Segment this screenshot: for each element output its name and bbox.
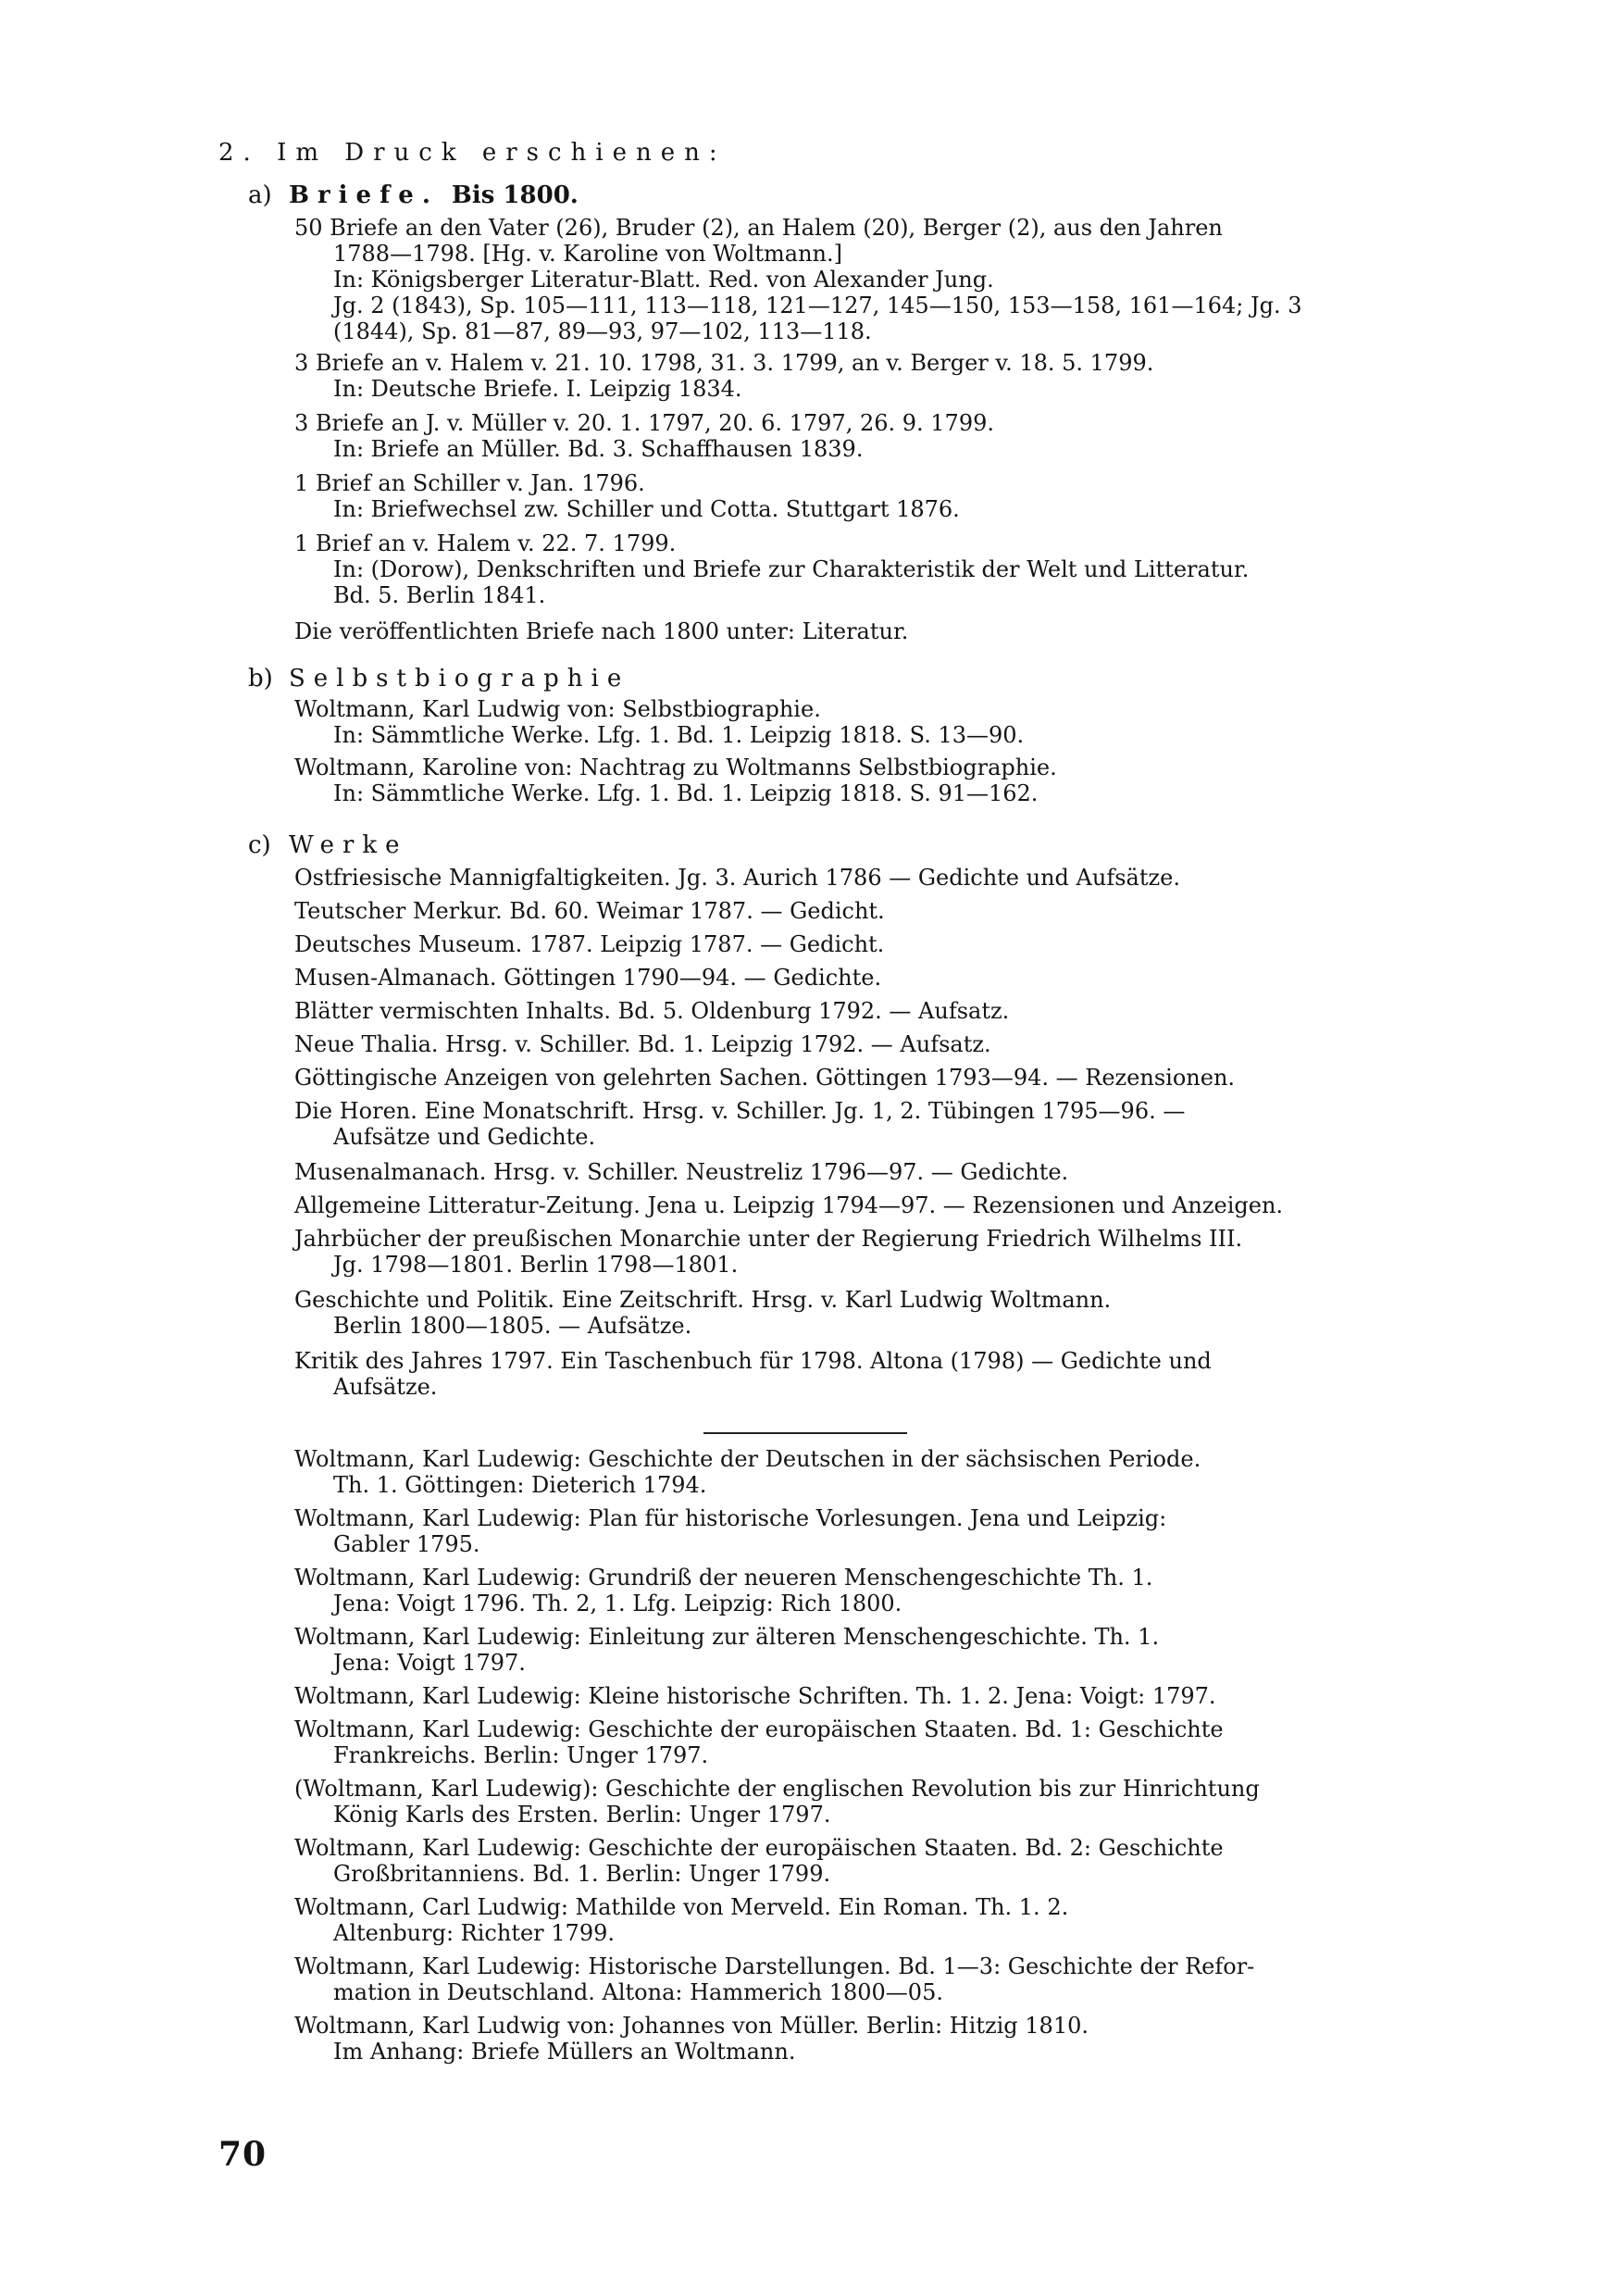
entry-line: Woltmann, Karl Ludewig: Plan für historische Vorlesungen. Jena und Leipzig: (294, 1505, 1167, 1531)
entry-line: Die veröffentlichten Briefe nach 1800 unter: Literatur. (294, 618, 909, 644)
entry-line: In: Sämmtliche Werke. Lfg. 1. Bd. 1. Leipzig 1818. S. 13—90. (333, 722, 1025, 748)
entry-line: Bd. 5. Berlin 1841. (333, 582, 546, 608)
book-entry (294, 1683, 1405, 1709)
works-entry (294, 1065, 1405, 1091)
book-entry (294, 1624, 1405, 1676)
entry-line: (1844), Sp. 81—87, 89—93, 97—102, 113—118. (333, 318, 872, 344)
works-entry (294, 1098, 1405, 1150)
subsection-note: Bis 1800. (451, 181, 579, 209)
letter-entry (294, 530, 1405, 608)
entry-line: Woltmann, Karl Ludewig: Geschichte der europäischen Staaten. Bd. 1: Geschichte (294, 1716, 1224, 1742)
entry-line: Blätter vermischten Inhalts. Bd. 5. Oldenburg 1792. — Aufsatz. (294, 998, 1010, 1024)
subsection-letter: a) (248, 181, 272, 209)
works-entry (294, 931, 1405, 957)
subsection-title: Briefe. (289, 181, 439, 209)
entry-line: Neue Thalia. Hrsg. v. Schiller. Bd. 1. Leipzig 1792. — Aufsatz. (294, 1031, 991, 1057)
subsection-title: Werke (289, 831, 408, 859)
entry-line: Frankreichs. Berlin: Unger 1797. (333, 1742, 709, 1768)
book-entry (294, 1776, 1405, 1828)
book-entry (294, 1505, 1405, 1557)
entry-line: In: Sämmtliche Werke. Lfg. 1. Bd. 1. Leipzig 1818. S. 91—162. (333, 780, 1039, 806)
entry-line: Jena: Voigt 1796. Th. 2, 1. Lfg. Leipzig: Rich 1800. (333, 1591, 902, 1616)
entry-line: König Karls des Ersten. Berlin: Unger 1797. (333, 1802, 831, 1828)
entry-line: Jahrbücher der preußischen Monarchie unter der Regierung Friedrich Wilhelms III. (294, 1226, 1243, 1252)
entry-line: (Woltmann, Karl Ludewig): Geschichte der englischen Revolution bis zur Hinrichtung (294, 1776, 1260, 1802)
entry-line: Musenalmanach. Hrsg. v. Schiller. Neustreliz 1796—97. — Gedichte. (294, 1159, 1069, 1185)
book-entry (294, 1565, 1405, 1616)
book-entry (294, 1716, 1405, 1768)
entry-line: In: (Dorow), Denkschriften und Briefe zur Charakteristik der Welt und Litteratur. (333, 556, 1250, 582)
book-entry (294, 1953, 1405, 2005)
entry-line: Woltmann, Karl Ludwig von: Johannes von Müller. Berlin: Hitzig 1810. (294, 2013, 1089, 2039)
entry-line: In: Deutsche Briefe. I. Leipzig 1834. (333, 376, 742, 402)
entry-line: Deutsches Museum. 1787. Leipzig 1787. — Gedicht. (294, 931, 885, 957)
section-divider (703, 1432, 907, 1434)
entry-line: Großbritanniens. Bd. 1. Berlin: Unger 1799. (333, 1861, 831, 1887)
entry-line: Geschichte und Politik. Eine Zeitschrift. Hrsg. v. Karl Ludwig Woltmann. (294, 1287, 1112, 1313)
section-heading: 2. Im Druck erschienen: (218, 139, 727, 167)
entry-line: Woltmann, Karl Ludewig: Historische Darstellungen. Bd. 1—3: Geschichte der Refor- (294, 1953, 1255, 1979)
works-entry (294, 965, 1405, 991)
entry-line: mation in Deutschland. Altona: Hammerich 1800—05. (333, 1979, 943, 2005)
letter-entry (294, 350, 1405, 402)
entry-line: 1 Brief an Schiller v. Jan. 1796. (294, 470, 645, 496)
works-entry (294, 1159, 1405, 1185)
entry-line: Woltmann, Karl Ludewig: Geschichte der Deutschen in der sächsischen Periode. (294, 1446, 1201, 1472)
entry-line: In: Briefe an Müller. Bd. 3. Schaffhausen 1839. (333, 436, 864, 462)
entry-line: In: Königsberger Literatur-Blatt. Red. von Alexander Jung. (333, 267, 994, 293)
book-entry (294, 1894, 1405, 1946)
letter-entry (294, 470, 1405, 522)
entry-line: Musen-Almanach. Göttingen 1790—94. — Gedichte. (294, 965, 882, 991)
entry-line: Ostfriesische Mannigfaltigkeiten. Jg. 3. Aurich 1786 — Gedichte und Aufsätze. (294, 865, 1180, 891)
entry-line: Im Anhang: Briefe Müllers an Woltmann. (333, 2039, 796, 2065)
entry-line: Kritik des Jahres 1797. Ein Taschenbuch für 1798. Altona (1798) — Gedichte und (294, 1348, 1212, 1374)
entry-line: Berlin 1800—1805. — Aufsätze. (333, 1313, 692, 1339)
entry-line: Woltmann, Karl Ludewig: Grundriß der neueren Menschengeschichte Th. 1. (294, 1565, 1153, 1591)
letter-entry (294, 410, 1405, 462)
subsection-werke-heading (248, 831, 408, 859)
works-entry (294, 865, 1405, 891)
subsection-letter: b) (248, 665, 273, 693)
entry-line: 3 Briefe an v. Halem v. 21. 10. 1798, 31. 3. 1799, an v. Berger v. 18. 5. 1799. (294, 350, 1154, 376)
letter-entry (294, 618, 1405, 644)
entry-line: Woltmann, Karl Ludewig: Einleitung zur älteren Menschengeschichte. Th. 1. (294, 1624, 1160, 1650)
entry-line: Die Horen. Eine Monatschrift. Hrsg. v. Schiller. Jg. 1, 2. Tübingen 1795—96. — (294, 1098, 1186, 1124)
entry-line: Woltmann, Karl Ludwig von: Selbstbiographie. (294, 696, 821, 722)
entry-line: Woltmann, Carl Ludwig: Mathilde von Merveld. Ein Roman. Th. 1. 2. (294, 1894, 1069, 1920)
entry-line: Th. 1. Göttingen: Dieterich 1794. (333, 1472, 707, 1498)
page-number: 70 (218, 2135, 268, 2174)
entry-line: Aufsätze. (333, 1374, 438, 1400)
entry-line: Woltmann, Karl Ludewig: Geschichte der europäischen Staaten. Bd. 2: Geschichte (294, 1835, 1224, 1861)
entry-line: 3 Briefe an J. v. Müller v. 20. 1. 1797, 20. 6. 1797, 26. 9. 1799. (294, 410, 994, 436)
entry-line: 1788—1798. [Hg. v. Karoline von Woltmann.] (333, 241, 842, 267)
biography-entry (294, 696, 1405, 748)
works-entry (294, 1348, 1405, 1400)
entry-line: Aufsätze und Gedichte. (333, 1124, 596, 1150)
entry-line: Woltmann, Karoline von: Nachtrag zu Woltmanns Selbstbiographie. (294, 755, 1057, 780)
subsection-selbstbiographie-heading (248, 665, 629, 693)
book-entry (294, 1446, 1405, 1498)
book-entry (294, 2013, 1405, 2065)
biography-entry (294, 755, 1405, 806)
works-entry (294, 1226, 1405, 1278)
subsection-letter: c) (248, 831, 271, 859)
entry-line: 50 Briefe an den Vater (26), Bruder (2), an Halem (20), Berger (2), aus den Jahren (294, 215, 1223, 241)
book-entry (294, 1835, 1405, 1887)
subsection-briefe-heading (248, 181, 579, 209)
entry-line: In: Briefwechsel zw. Schiller und Cotta. Stuttgart 1876. (333, 496, 960, 522)
works-entry (294, 1031, 1405, 1057)
entry-line: Jena: Voigt 1797. (333, 1650, 526, 1676)
works-entry (294, 998, 1405, 1024)
entry-line: Jg. 2 (1843), Sp. 105—111, 113—118, 121—127, 145—150, 153—158, 161—164; Jg. 3 (333, 293, 1302, 318)
entry-line: Gabler 1795. (333, 1531, 480, 1557)
works-entry (294, 898, 1405, 924)
subsection-title: Selbstbiographie (289, 665, 630, 693)
entry-line: Allgemeine Litteratur-Zeitung. Jena u. Leipzig 1794—97. — Rezensionen und Anzeigen. (294, 1192, 1284, 1218)
entry-line: Jg. 1798—1801. Berlin 1798—1801. (333, 1252, 739, 1278)
entry-line: Göttingische Anzeigen von gelehrten Sachen. Göttingen 1793—94. — Rezensionen. (294, 1065, 1236, 1091)
entry-line: Altenburg: Richter 1799. (333, 1920, 615, 1946)
entry-line: Teutscher Merkur. Bd. 60. Weimar 1787. — Gedicht. (294, 898, 885, 924)
letter-entry (294, 215, 1405, 344)
works-entry (294, 1287, 1405, 1339)
entry-line: 1 Brief an v. Halem v. 22. 7. 1799. (294, 530, 677, 556)
works-entry (294, 1192, 1405, 1218)
entry-line: Woltmann, Karl Ludewig: Kleine historische Schriften. Th. 1. 2. Jena: Voigt: 1797. (294, 1683, 1216, 1709)
